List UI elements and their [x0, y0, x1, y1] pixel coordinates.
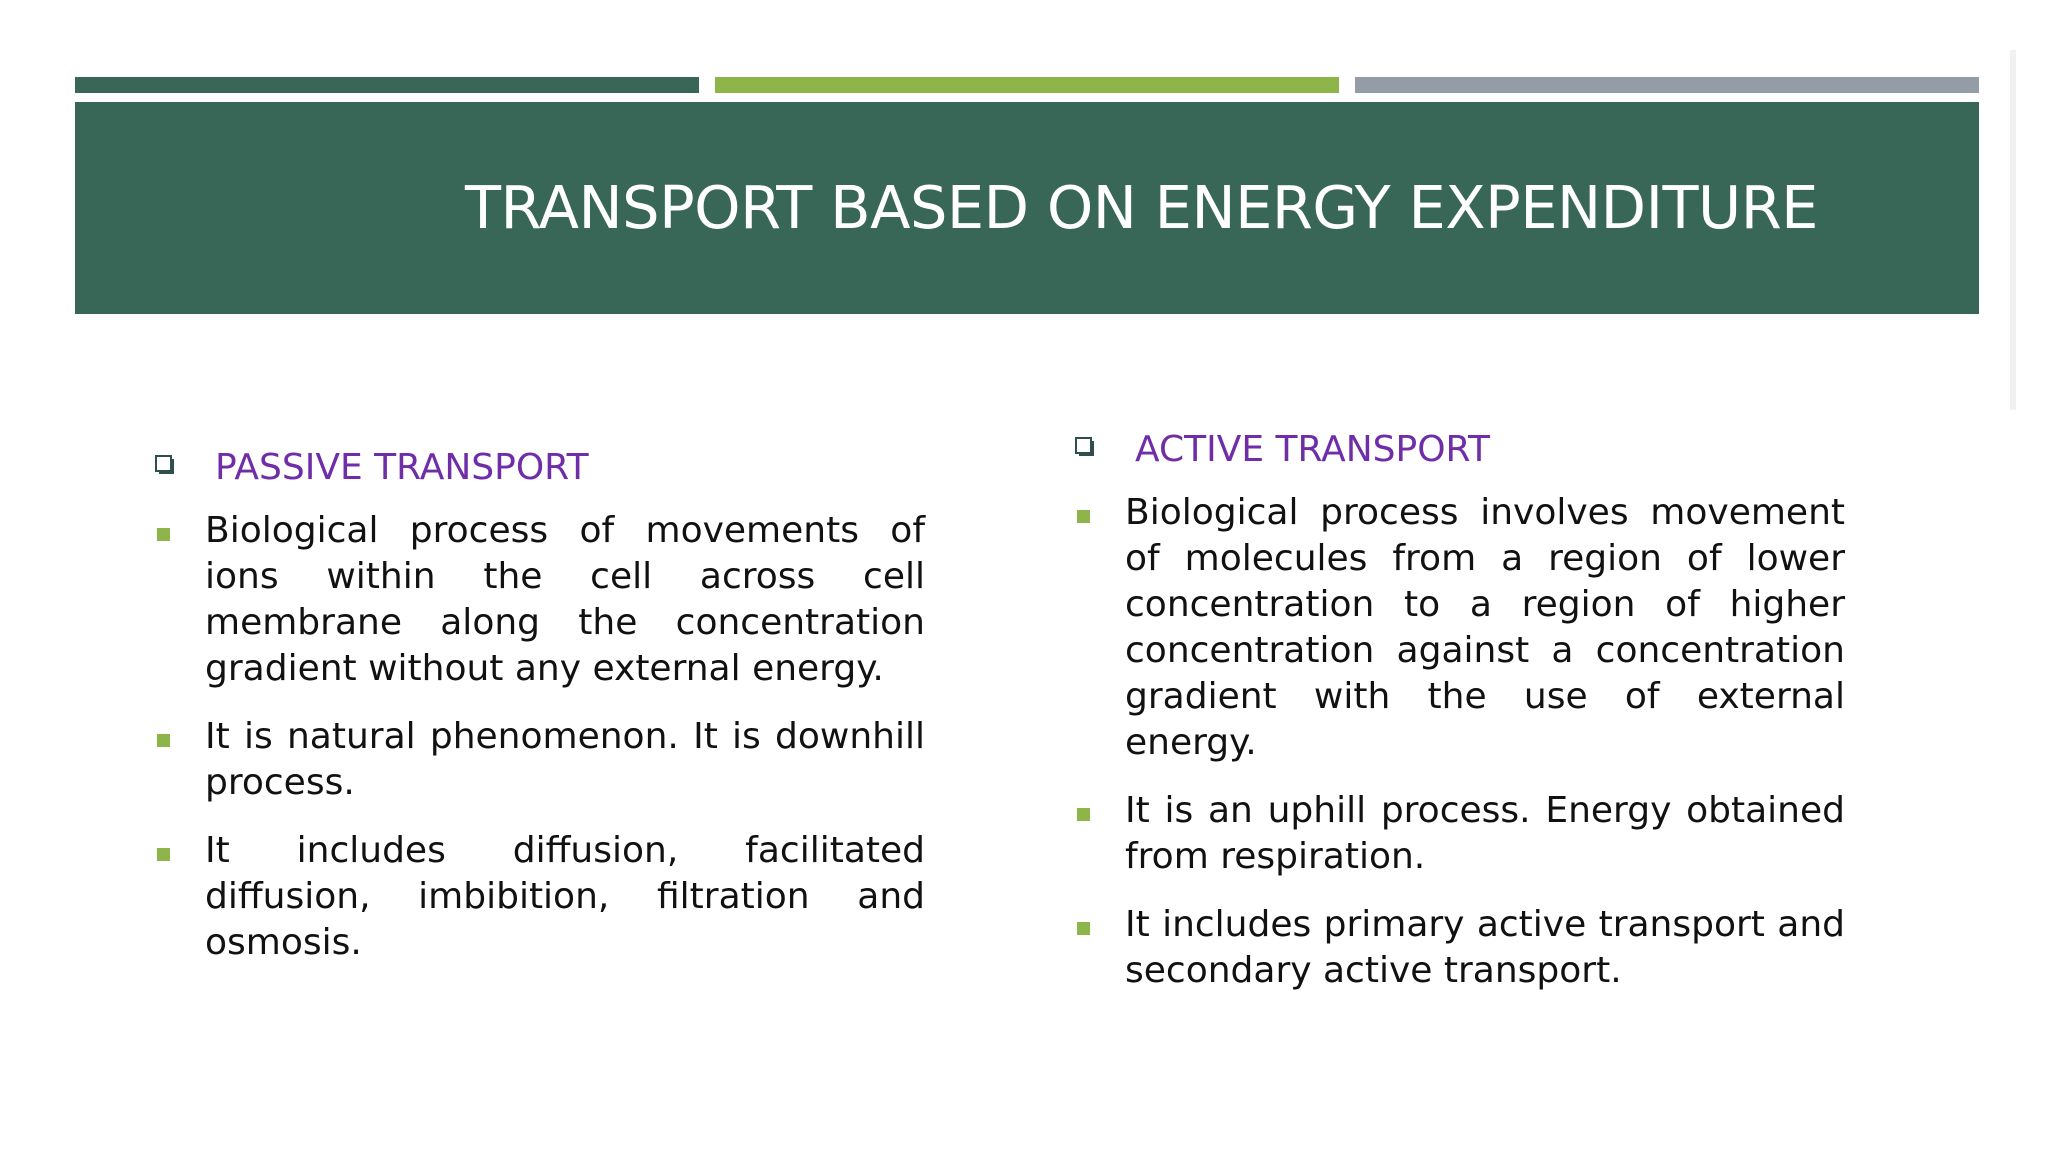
bullet-text: It includes diffusion, facilitated diffusion, imbibition, filtration and osmosis.: [205, 830, 925, 963]
list-item: [150, 714, 925, 806]
active-bullet-list: [1070, 490, 1845, 994]
square-bullet-icon: [1077, 922, 1090, 935]
bullet-text: Biological process involves movement of molecules from a region of lower concentration to a region of higher concentration against a concentration gradient with the use of external energy.: [1125, 492, 1845, 763]
edge-shadow: [2010, 50, 2016, 410]
title-band: [75, 102, 1979, 314]
bullet-text: Biological process of movements of ions within the cell across cell membrane along the concentration gradient without any external energy.: [205, 510, 925, 689]
slide-title: TRANSPORT BASED ON ENERGY EXPENDITURE: [465, 173, 1818, 242]
list-item: [1070, 902, 1845, 994]
list-item: [1070, 788, 1845, 880]
square-bullet-icon: [1077, 808, 1090, 821]
square-bullet-icon: [157, 734, 170, 747]
bullet-text: It is natural phenomenon. It is downhill process.: [205, 716, 925, 803]
column-heading: PASSIVE TRANSPORT: [215, 447, 589, 488]
square-bullet-icon: [157, 528, 170, 541]
checkbox-icon: [155, 455, 175, 475]
column-heading: ACTIVE TRANSPORT: [1135, 429, 1490, 470]
passive-transport-heading: [150, 440, 925, 496]
list-item: [1070, 490, 1845, 766]
accent-bar-teal: [75, 77, 699, 93]
bullet-text: It is an uphill process. Energy obtained from respiration.: [1125, 790, 1845, 877]
passive-transport-column: [150, 440, 925, 988]
accent-bar-gray: [1355, 77, 1979, 93]
list-item: [150, 508, 925, 692]
passive-bullet-list: [150, 508, 925, 966]
checkbox-icon: [1075, 437, 1095, 457]
square-bullet-icon: [1077, 510, 1090, 523]
square-bullet-icon: [157, 848, 170, 861]
bullet-text: It includes primary active transport and secondary active transport.: [1125, 904, 1845, 991]
active-transport-column: [1070, 422, 1845, 1016]
accent-bar-green: [715, 77, 1339, 93]
list-item: [150, 828, 925, 966]
active-transport-heading: [1070, 422, 1845, 478]
